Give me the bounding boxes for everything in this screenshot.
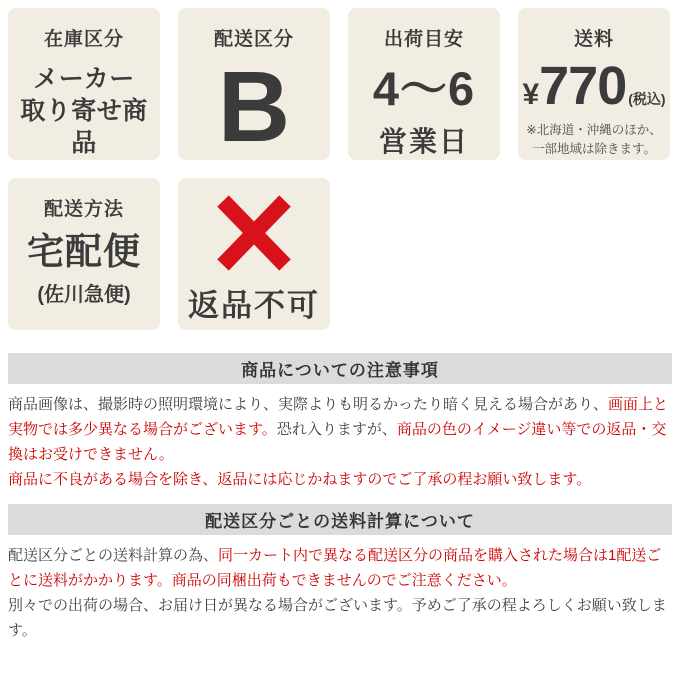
- product-notice-body: [0, 384, 680, 492]
- no-returns-box: [178, 178, 330, 330]
- notice-text-segment: 商品画像は、撮影時の照明環境により、実際よりも明るかったり暗く見える場合があり、: [8, 396, 609, 413]
- shipping-fee-tax-note: (税込): [628, 91, 666, 107]
- shipping-fee-box: [518, 8, 670, 160]
- shipping-calc-paragraph-1: [8, 543, 672, 593]
- shipping-calc-section: [0, 504, 680, 643]
- shipping-calc-header-bar: [8, 504, 672, 535]
- product-notice-paragraph-2: [8, 467, 672, 492]
- notice-text-segment: 別々での出荷の場合、お届け日が異なる場合がございます。予めご了承の程よろしくお願い致します。: [8, 597, 667, 639]
- shipping-calc-title: 配送区分ごとの送料計算について: [205, 512, 475, 531]
- delivery-method-carrier: (佐川急便): [37, 284, 131, 306]
- shipping-classification-value: B: [217, 51, 291, 163]
- shipping-calc-body: [0, 535, 680, 643]
- shipping-classification-box: [178, 8, 330, 163]
- product-notice-section: [0, 353, 680, 492]
- shipping-fee-amount-line: [522, 56, 666, 116]
- product-notice-header-bar: [8, 353, 672, 384]
- product-notice-title: 商品についての注意事項: [241, 361, 439, 380]
- shipping-fee-region-note: [526, 121, 661, 160]
- x-mark-icon: [213, 192, 295, 274]
- stock-classification-box: [8, 8, 160, 160]
- shipping-fee-region-note-line1: ※北海道・沖縄のほか、: [526, 123, 662, 137]
- delivery-method-value: 宅配便: [27, 231, 141, 272]
- shipping-calc-paragraph-2: [8, 593, 672, 643]
- info-box-row-1: [8, 8, 672, 163]
- shipping-classification-label: 配送区分: [213, 29, 294, 50]
- info-box-row-2: [8, 178, 672, 330]
- stock-classification-label: 在庫区分: [43, 29, 124, 50]
- notice-text-segment: 恐れ入りますが、: [276, 421, 397, 438]
- stock-classification-value-line1: メーカー: [33, 65, 135, 93]
- notice-text-segment-red: 商品の色のイメージ違い等での返品・交換はお受けできません。: [8, 421, 667, 463]
- shipping-fee-amount: 770: [539, 56, 627, 116]
- shipping-fee-region-note-line2: 一部地域は除きます。: [531, 142, 656, 157]
- stock-classification-value-line2: 取り寄せ商品: [20, 97, 148, 157]
- lead-time-label: 出荷目安: [383, 29, 464, 50]
- delivery-method-label: 配送方法: [43, 199, 124, 220]
- lead-time-unit: 営業日: [378, 126, 469, 157]
- lead-time-box: [348, 8, 500, 160]
- shipping-fee-currency: ¥: [522, 78, 540, 111]
- no-returns-label: 返品不可: [188, 288, 320, 323]
- product-notice-paragraph-1: [8, 392, 672, 467]
- notice-text-segment-red: 同一カート内で異なる配送区分の商品を購入された場合は1配送ごとに送料がかかります。商品の同梱出荷もできませんのでご注意ください。: [8, 547, 662, 589]
- notice-text-segment-red: 商品に不良がある場合を除き、返品には応じかねますのでご了承の程お願い致します。: [8, 471, 592, 488]
- delivery-method-box: [8, 178, 160, 330]
- notice-text-segment: 配送区分ごとの送料計算の為、: [8, 547, 219, 564]
- shipping-fee-label: 送料: [573, 29, 614, 50]
- notice-text-segment-red: 画面上と実物では多少異なる場合がございます。: [8, 396, 669, 438]
- lead-time-value: 4〜6: [372, 62, 476, 115]
